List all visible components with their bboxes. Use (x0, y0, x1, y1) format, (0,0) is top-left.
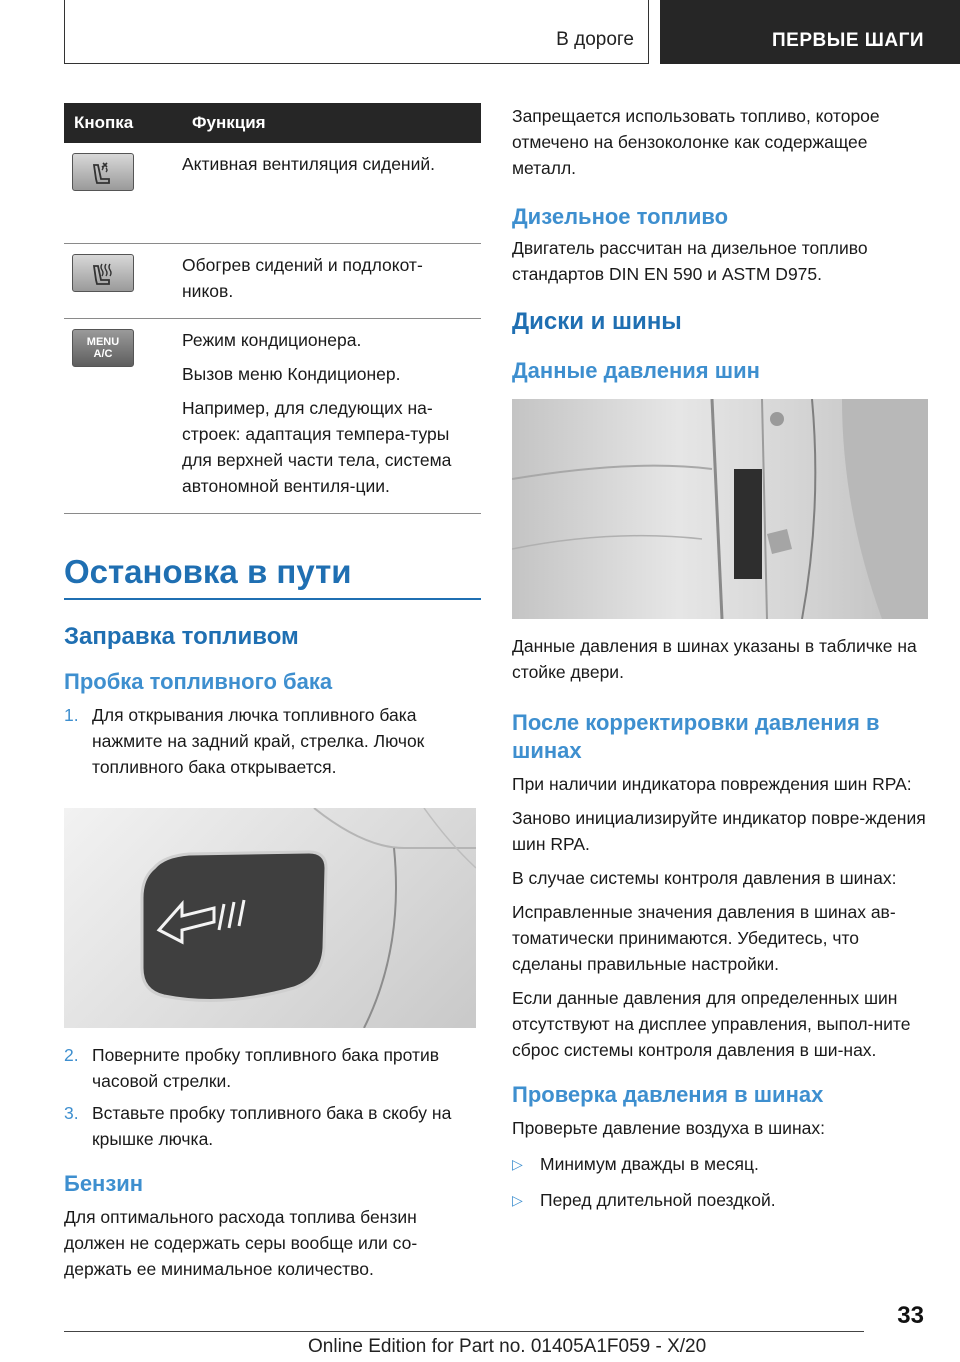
heading-check-pressure: Проверка давления в шинах (512, 1082, 824, 1107)
header-section-title: В дороге (556, 29, 634, 50)
triangle-bullet-icon: ▷ (512, 1156, 523, 1172)
footer-edition: Online Edition for Part no. 01405A1F059 - X/20 (308, 1336, 707, 1357)
list-item (512, 1187, 930, 1213)
heading-diesel: Дизельное топливо (512, 204, 729, 229)
seat-ventilation-icon (72, 153, 134, 191)
tire-pressure-caption: Данные давления в шинах указаны в табличке на стойке двери. (512, 636, 917, 682)
diesel-text: Двигатель рассчитан на дизельное топливо стандартов DIN EN 590 и ASTM D975. (512, 238, 868, 284)
step-number: 2. (64, 1044, 79, 1065)
heading-after-correction: После корректировки давления в шинах (512, 710, 880, 763)
key-label-menu: MENU (86, 335, 120, 348)
heading-petrol: Бензин (64, 1170, 144, 1196)
triangle-bullet-icon: ▷ (512, 1192, 523, 1208)
step-text: Поверните пробку топливного бака против часовой стрелки. (92, 1044, 440, 1091)
header-chapter-tab (660, 0, 960, 64)
metal-fuel-warning: Запрещается использовать топливо, которое отмечено на бензоколонке как содержащее металл. (512, 106, 880, 178)
left-column (64, 103, 481, 1282)
after-text-tpms: В случае системы контроля давления в шинах: (512, 868, 897, 888)
fuel-flap-photo (64, 808, 476, 1028)
table-header-row (64, 103, 481, 143)
list-item (64, 1100, 481, 1152)
step-text: Вставьте пробку топливного бака в скобу на крышке лючка. (92, 1102, 452, 1149)
heading-wheels-tires: Диски и шины (512, 308, 682, 335)
after-text-reinit: Заново инициализируйте индикатор повре-ждения шин RPA. (512, 808, 926, 854)
header-section-box (64, 0, 649, 64)
page-number: 33 (897, 1302, 924, 1329)
function-text: Обогрев сидений и подлокот-ников. (182, 254, 423, 301)
list-item (64, 1042, 481, 1094)
after-text-reset: Если данные давления для определенных шин отсутствуют на дисплее управления, выпол-ните сброс системы контроля давления в ши-нах. (512, 988, 911, 1060)
table-row (64, 318, 481, 513)
right-column (512, 103, 930, 1213)
after-text-auto: Исправленные значения давления в шинах ав-томатически принимаются. Убедитесь, что сделаны правильные настройки. (512, 902, 896, 974)
header-chapter-title: ПЕРВЫЕ ШАГИ (772, 30, 925, 51)
function-text: Вызов меню Кондиционер. (182, 363, 401, 384)
table-header-function: Функция (182, 103, 481, 143)
function-text: Режим кондиционера. (182, 329, 362, 350)
seat-heating-icon (72, 254, 134, 292)
menu-ac-button-icon (72, 329, 134, 367)
petrol-text: Для оптимального расхода топлива бензин должен не содержать серы вообще или со-держать ее минимальное количество. (64, 1206, 418, 1279)
list-item (512, 1151, 930, 1177)
table-header-button: Кнопка (64, 103, 182, 143)
step-number: 3. (64, 1102, 79, 1123)
function-text: Активная вентиляция сидений. (182, 154, 436, 174)
step-number: 1. (64, 704, 79, 725)
heading-stopping: Остановка в пути (64, 552, 481, 600)
list-item (64, 702, 481, 780)
heading-fuel-cap: Пробка топливного бака (64, 668, 333, 694)
table-row (64, 243, 481, 318)
check-text: Проверьте давление воздуха в шинах: (512, 1118, 825, 1138)
step-text: Для открывания лючка топливного бака нажмите на задний край, стрелка. Лючок топливного бака открывается. (92, 704, 425, 777)
function-text: Например, для следующих на-строек: адаптация темпера-туры для верхней части тела, система автономной вентиля-ции. (182, 397, 452, 496)
button-function-table (64, 103, 481, 514)
after-text-rpa: При наличии индикатора повреждения шин RPA: (512, 774, 912, 794)
heading-tire-pressure-data: Данные давления шин (512, 358, 760, 383)
key-label-ac: A/C (93, 347, 113, 360)
bullet-text: Минимум дважды в месяц. (540, 1154, 759, 1174)
bullet-text: Перед длительной поездкой. (540, 1190, 776, 1210)
heading-refueling: Заправка топливом (64, 622, 299, 650)
door-pillar-photo (512, 399, 928, 619)
footer-divider (64, 1331, 864, 1332)
table-row (64, 143, 481, 243)
